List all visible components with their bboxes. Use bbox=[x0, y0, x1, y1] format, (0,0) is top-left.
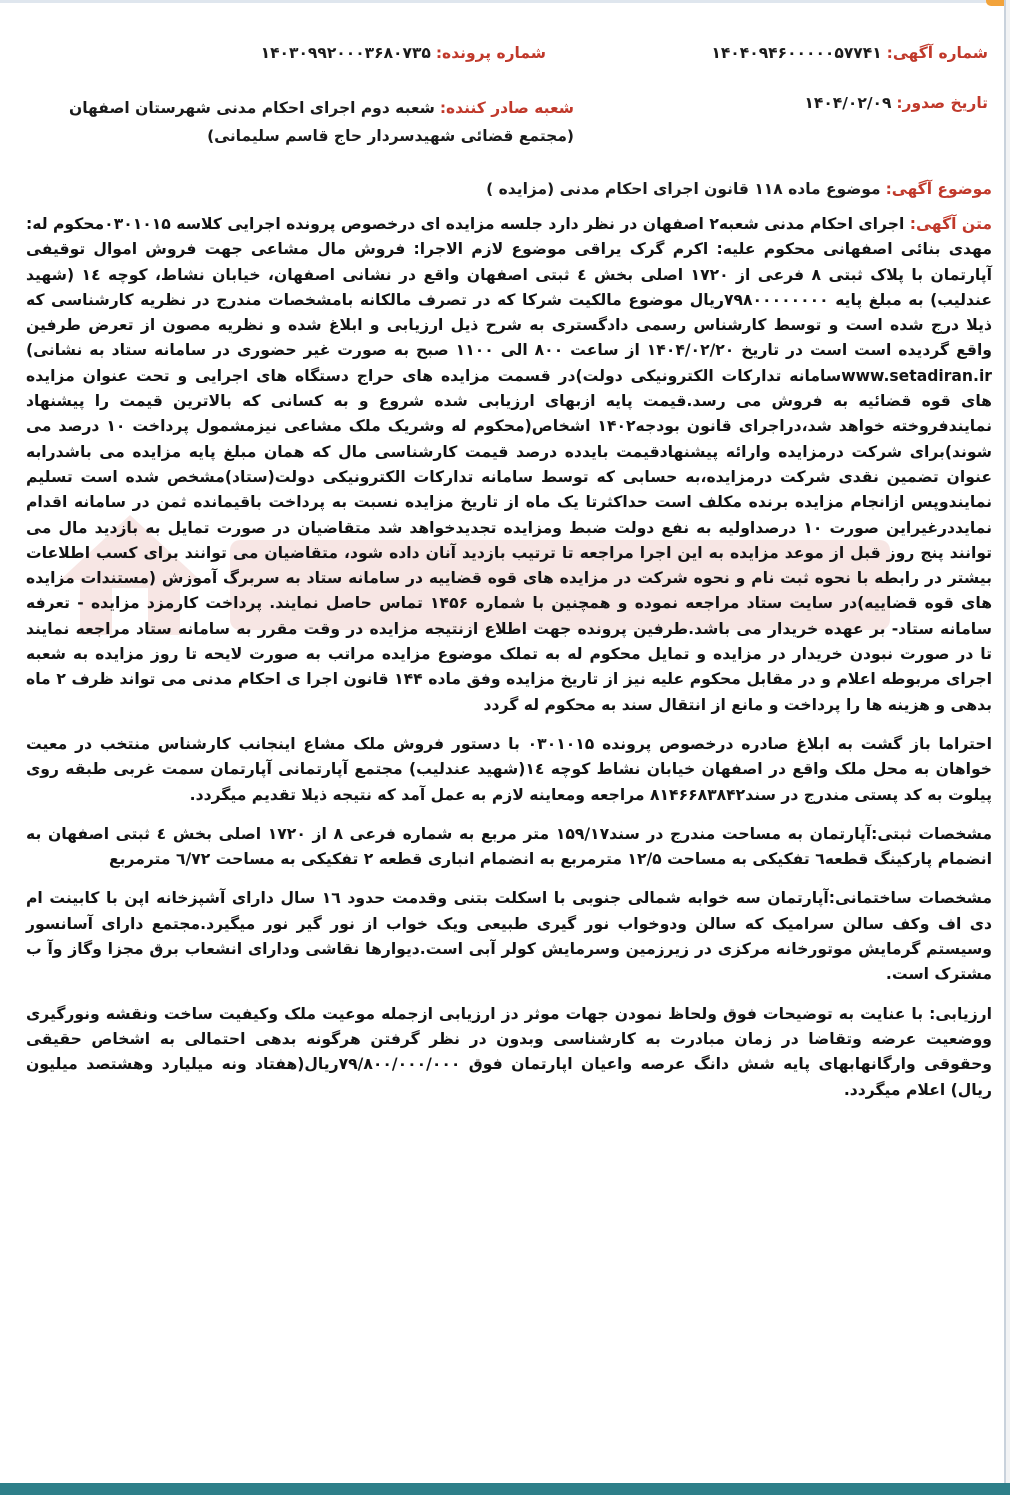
building-specs-paragraph: مشخصات ساختمانی:آپارتمان سه خوابه شمالی جنوبی با اسکلت بتنی وقدمت حدود ١٦ سال دارای آشپزخانه اپن با کابینت ام دی اف وکف سالن سرامیک که سالن ودوخواب نور گیری طبیعی ویک خواب از نور گیر نور میگیرد.مجتمع دارای آسانسور وسیستم گرمایش موتورخانه مرکزی در زیرزمین وسرمایش کولر آبی است.دیوارها نقاشی ودارای انشعاب برق مجزا وگاز وآ ب مشترک است. bbox=[26, 889, 992, 984]
registration-specs-paragraph: مشخصات ثبتی:آپارتمان به مساحت مندرج در سند۱۵۹/۱۷ متر مربع به شماره فرعی ۸ از ۱۷۲۰ اصلی بخش ٤ ثبتی اصفهان به انضمام پارکینگ قطعه٦ تفکیکی به مساحت ۱۲/۵ مترمربع به انضمام انباری قطعه ۲ تفکیکی به مساحت ٦/٧٢ مترمربع bbox=[26, 824, 993, 869]
case-number-value: ۱۴۰۳۰۹۹۲۰۰۰۳۶۸۰۷۳۵ bbox=[260, 44, 431, 62]
subject-label: موضوع آگهی: bbox=[885, 180, 992, 198]
notice-text-paragraph bbox=[26, 212, 992, 718]
case-number-row bbox=[261, 44, 546, 62]
issuer-value: شعبه دوم اجرای احکام مدنی شهرستان اصفهان (مجتمع قضائی شهیدسردار حاج قاسم سلیمانی) bbox=[69, 99, 574, 145]
footer-bar bbox=[0, 1483, 1010, 1495]
notice-body bbox=[26, 180, 992, 1117]
corner-accent bbox=[986, 0, 1004, 6]
notice-text-value: اجرای احکام مدنی شعبه۲ اصفهان در نظر دارد جلسه مزایده ای درخصوص پرونده اجرایی کلاسه ۰۳۰۱۰۱۵محکوم له: مهدی بنائی اصفهانی محکوم علیه: اکرم گرک یراقی موضوع لازم الاجرا: فروش مال مشاعی جهت فروش اموال توقیفی آپارتمان با پلاک ثبتی ۸ فرعی از ۱۷۲۰ اصلی بخش ٤ ثبتی اصفهان واقع در نشانی اصفهان، خیابان نشاط، کوچه ١٤ (شهید عندلیب) به مبلغ پایه ۷۹۸۰۰۰۰۰۰۰۰ریال موضوع مالکیت شرکا که در تصرف مالکانه بامشخصات مندرج در نظریه کارشناسی که ذیلا درج شده است و توسط کارشناس رسمی دادگستری به شرح ذیل ارزیابی و ابلاغ شده و نظریه مصون از تعرض طرفین واقع گردیده است است در تاریخ ۱۴۰۴/۰۲/۲۰ از ساعت ۸۰۰ الی ۱۱۰۰ صبح به صورت غیر حضوری در سامانه ستاد به نشانی) www.setadiran.irسامانه تدارکات الکترونیکی دولت)در قسمت مزایده های حراج دستگاه های اجرایی و تحت عنوان مزایده های قوه قضائیه به فروش می رسد.قیمت پایه ازبهای ارزیابی شده شروع و به کسانی که بالاترین قیمت را پیشنهاد نمایندفروخته خواهد شد،دراجرای قانون بودجه۱۴۰۲ اشخاص(محکوم له وشریک ملک مشاعی نیزمشمول پرداخت ۱۰ درصد می شوند)برای شرکت درمزایده وارائه پیشنهادقیمت بایدده درصد قیمت کارشناسی مال که همان مبلغ پایه مزایده می باشدرابه عنوان تضمین نقدی شرکت درمزایده،به حسابی که توسط سامانه تدارکات الکترونیکی دولت(ستاد)مشخص شده است تسلیم نمایندوپس ازانجام مزایده برنده مکلف است حداکثرتا یک ماه از تاریخ مزایده نسبت به پرداخت باقیمانده ثمن در سامانه اقدام نمایددرغیراین صورت ۱۰ درصداولیه به نفع دولت ضبط ومزایده تجدیدخواهد شد متقاضیان در صورت تمایل به بازدید مال می توانند پنج روز قبل از موعد مزایده به این اجرا مراجعه تا ترتیب بازدید آنان داده شود، متقاضیان می توانند برای کسب اطلاعات بیشتر در رابطه با نحوه ثبت نام و نحوه شرکت در مزایده های قوه قضاییه در سامانه ستاد به سربرگ آموزش (مستندات مزایده های قوه قضاییه)در سایت ستاد مراجعه نموده و همچنین با شماره ۱۴۵۶ تماس حاصل نمایند. پرداخت کارمزد مزایده - تعرفه سامانه ستاد- بر عهده خریدار می باشد.طرفین پرونده جهت اطلاع ازنتیجه مزایده در وقت مقرر به سامانه ستاد مراجعه نمایند تا در صورت نبودن خریدار در مزایده و تمایل محکوم له به تملک موضوع مزایده مراتب به صورت لایحه تا روز مزایده به شعبه اجرای مربوطه اعلام و در مقابل محکوم علیه نیز از تاریخ مزایده وفق ماده ۱۴۴ قانون اجرا ی احکام مدنی می تواند ظرف ۲ ماه بدهی و هزینه ها را پرداخت و مانع از انتقال سند به محکوم له گردد bbox=[26, 215, 993, 714]
notice-number-label: شماره آگهی: bbox=[886, 44, 988, 62]
issue-date-row bbox=[804, 94, 988, 112]
issuer-row bbox=[54, 94, 574, 150]
valuation-paragraph: ارزیابی: با عنایت به توضیحات فوق ولحاظ نمودن جهات موثر دز ارزیابی ازجمله موعیت ملک وکیفیت ساخت ونقشه ونورگیری ووضعیت عرضه وتقاضا در زمان مبادرت به کارشناسی وبدون در نظر گرفتن هرگونه بدهی احتمالی به اشخاص حقیقی وحقوقی وارگانهابهای پایه شش دانگ عرصه واعیان اپارتمان فوق ۷۹/۸۰۰/۰۰۰/۰۰۰ریال(هفتاد ونه میلیارد وهشتصد میلیون ریال) اعلام میگردد. bbox=[26, 1004, 992, 1099]
issue-date-value: ۱۴۰۴/۰۲/۰۹ bbox=[804, 94, 892, 112]
issue-date-label: تاریخ صدور: bbox=[896, 94, 988, 112]
issuer-label: شعبه صادر کننده: bbox=[439, 99, 574, 117]
top-border bbox=[0, 0, 1004, 3]
notice-number-value: ۱۴۰۴۰۹۴۶۰۰۰۰۰۵۷۷۴۱ bbox=[711, 44, 882, 62]
notice-number-row bbox=[711, 44, 988, 62]
subject-value: موضوع ماده ۱۱۸ قانون اجرای احکام مدنی (مزایده ) bbox=[486, 180, 881, 198]
subject-row bbox=[26, 180, 992, 198]
report-intro-paragraph: احتراما باز گشت به ابلاغ صادره درخصوص پرونده ۰۳۰۱۰۱۵ با دستور فروش ملک مشاع اینجانب کارشناس منتخب در معیت خواهان به محل ملک واقع در اصفهان خیابان نشاط کوچه ١٤(شهید عندلیب) مجتمع آپارتمانی آپارتمان سمت غربی طبقه روی پیلوت به کد پستی مندرج در سند۸۱۴۶۶۸۳۸۴۲ مراجعه ومعاینه لازم به عمل آمد که نتیجه ذیلا تقدیم میگردد. bbox=[26, 734, 993, 804]
notice-text-label: متن آگهی: bbox=[909, 215, 992, 233]
case-number-label: شماره پرونده: bbox=[435, 44, 546, 62]
